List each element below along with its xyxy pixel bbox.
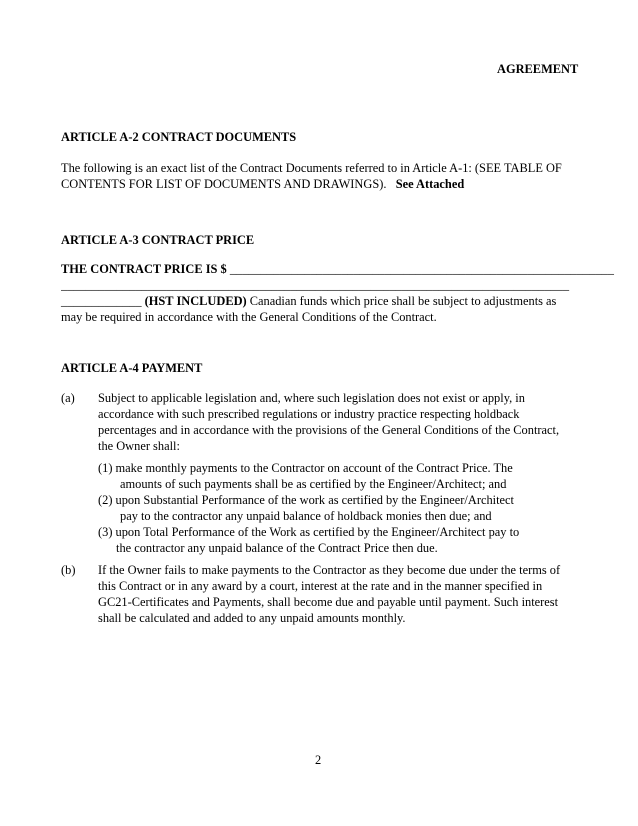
paragraph-line: may be required in accordance with the General Conditions of the Contract. <box>61 310 437 324</box>
contract-price-line <box>61 293 614 309</box>
clause-line: If the Owner fails to make payments to the Contractor as they become due under the terms of <box>98 563 561 577</box>
list-item-continuation: the contractor any unpaid balance of the Contract Price then due. <box>116 541 438 555</box>
paragraph-text: CONTENTS FOR LIST OF DOCUMENTS AND DRAWINGS). <box>61 177 387 191</box>
article-a4-heading: ARTICLE A-4 PAYMENT <box>61 361 203 375</box>
article-a2-paragraph <box>61 160 562 192</box>
hst-included-text: (HST INCLUDED) <box>144 294 247 308</box>
clause-b-label: (b) <box>61 563 76 577</box>
header-title: AGREEMENT <box>497 62 579 76</box>
see-attached-text: See Attached <box>395 177 465 191</box>
paragraph-line: The following is an exact list of the Contract Documents referred to in Article A-1: (SEE TABLE OF <box>61 161 562 175</box>
article-a2-heading: ARTICLE A-2 CONTRACT DOCUMENTS <box>61 130 297 144</box>
clause-line: this Contract or in any award by a court, interest at the rate and in the manner specified in <box>98 579 543 593</box>
contract-price-blank: _____________ <box>61 294 142 308</box>
article-a3-heading: ARTICLE A-3 CONTRACT PRICE <box>61 233 255 247</box>
list-item-continuation: pay to the contractor any unpaid balance of holdback monies then due; and <box>120 509 492 523</box>
list-item: (1) make monthly payments to the Contractor on account of the Contract Price. The <box>98 461 513 475</box>
clause-line: GC21-Certificates and Payments, shall become due and payable until payment. Such interest <box>98 595 559 609</box>
contract-price-line <box>61 261 614 277</box>
payment-items-list <box>98 460 519 556</box>
clause-a-label: (a) <box>61 391 75 405</box>
page-number: 2 <box>315 753 322 767</box>
paragraph-text: Canadian funds which price shall be subject to adjustments as <box>249 294 557 308</box>
clause-line: the Owner shall: <box>98 439 180 453</box>
contract-price-blank: ______________________________________________________________ <box>229 262 614 276</box>
paragraph-line <box>61 176 562 192</box>
clause-a-text <box>98 390 559 454</box>
contract-price-blank-line: __________________________________________________________________________________ <box>61 278 570 292</box>
list-item: (3) upon Total Performance of the Work as certified by the Engineer/Architect pay to <box>98 525 520 539</box>
clause-line: accordance with such prescribed regulations or industry practice respecting holdback <box>98 407 520 421</box>
contract-price-label: THE CONTRACT PRICE IS $ <box>61 262 230 276</box>
list-item-continuation: amounts of such payments shall be as certified by the Engineer/Architect; and <box>120 477 507 491</box>
contract-price-block <box>61 261 614 325</box>
clause-line: percentages and in accordance with the provisions of the General Conditions of the Contract, <box>98 423 560 437</box>
clause-line: Subject to applicable legislation and, where such legislation does not exist or apply, in <box>98 391 525 405</box>
clause-line: shall be calculated and added to any unpaid amounts monthly. <box>98 611 406 625</box>
list-item: (2) upon Substantial Performance of the work as certified by the Engineer/Architect <box>98 493 514 507</box>
clause-b-text <box>98 562 560 626</box>
